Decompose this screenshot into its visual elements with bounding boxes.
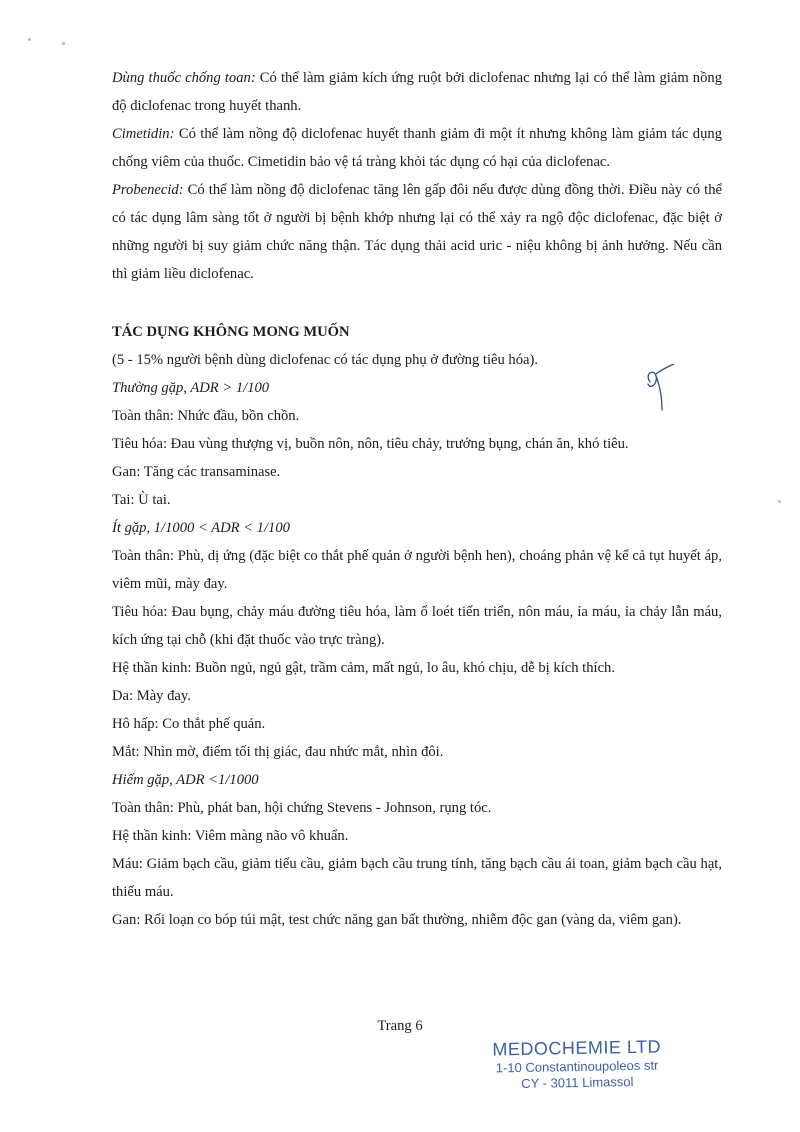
handwritten-initials-icon bbox=[640, 364, 680, 414]
list-item: Gan: Tăng các transaminase. bbox=[112, 464, 281, 480]
list-item: Toàn thân: Phù, phát ban, hội chứng Stevens - Johnson, rụng tóc. bbox=[112, 800, 492, 816]
interaction-text: Có thể làm nồng độ diclofenac tăng lên gấp đôi nếu được dùng đồng thời. Điều này có thể có tác dụng lâm sàng tốt ở người bị bệnh khớp nhưng lại có thể xảy ra ngộ độc diclofenac, đặc biệt ở những người bị suy giảm chức năng thận. Tác dụng thải acid uric - niệu không bị ảnh hưởng. Nếu cần thì giảm liều diclofenac. bbox=[112, 182, 722, 282]
common-heading: Thường gặp, ADR > 1/100 bbox=[112, 380, 270, 396]
rare-heading: Hiếm gặp, ADR <1/1000 bbox=[112, 772, 259, 788]
interaction-probenecid bbox=[112, 176, 722, 288]
list-item: Gan: Rối loạn co bóp túi mật, test chức năng gan bất thường, nhiễm độc gan (vàng da, viêm gan). bbox=[112, 912, 682, 928]
interaction-text: Có thể làm nồng độ diclofenac huyết thanh giảm đi một ít nhưng không làm giảm tác dụng chống viêm của thuốc. Cimetidin bảo vệ tá tràng khỏi tác dụng có hại của diclofenac. bbox=[112, 126, 722, 170]
list-item: Da: Mày đay. bbox=[112, 688, 191, 704]
list-item: Tiêu hóa: Đau vùng thượng vị, buồn nôn, nôn, tiêu chảy, trướng bụng, chán ăn, khó tiêu. bbox=[112, 436, 629, 452]
interaction-cimetidin bbox=[112, 120, 722, 176]
page-content bbox=[112, 64, 722, 934]
interaction-text: Có thể làm giảm kích ứng ruột bởi diclofenac nhưng lại có thể làm giảm nồng độ diclofenac trong huyết thanh. bbox=[112, 70, 722, 114]
page-number: Trang 6 bbox=[377, 1018, 423, 1034]
list-item: Mắt: Nhìn mờ, điểm tối thị giác, đau nhức mắt, nhìn đôi. bbox=[112, 744, 444, 760]
interaction-label: Cimetidin: bbox=[112, 126, 175, 142]
list-item: Hệ thần kinh: Buồn ngủ, ngủ gật, trầm cảm, mất ngủ, lo âu, khó chịu, dễ bị kích thích. bbox=[112, 660, 615, 676]
interaction-label: Dùng thuốc chống toan: bbox=[112, 70, 256, 86]
section-intro: (5 - 15% người bệnh dùng diclofenac có tác dụng phụ ở đường tiêu hóa). bbox=[112, 352, 539, 368]
stamp-address-line-1: 1-10 Constantinoupoleos str bbox=[495, 1057, 659, 1076]
scan-speck bbox=[28, 38, 31, 41]
stamp-address-line-2: CY - 3011 Limassol bbox=[521, 1074, 634, 1091]
company-stamp bbox=[492, 1036, 663, 1093]
list-item: Toàn thân: Nhức đầu, bồn chồn. bbox=[112, 408, 300, 424]
interaction-label: Probenecid: bbox=[112, 182, 184, 198]
list-item: Toàn thân: Phù, dị ứng (đặc biệt co thắt phế quản ở người bệnh hen), choáng phản vệ kể cả tụt huyết áp, viêm mũi, mày đay. bbox=[112, 548, 722, 592]
uncommon-heading: Ít gặp, 1/1000 < ADR < 1/100 bbox=[112, 520, 290, 536]
interaction-antacid bbox=[112, 64, 722, 120]
scan-speck bbox=[778, 500, 781, 503]
list-item: Hệ thần kinh: Viêm màng não vô khuẩn. bbox=[112, 828, 349, 844]
list-item: Tai: Ù tai. bbox=[112, 492, 171, 508]
scan-speck bbox=[62, 42, 65, 45]
list-item: Hô hấp: Co thắt phế quản. bbox=[112, 716, 266, 732]
stamp-company: MEDOCHEMIE LTD bbox=[492, 1036, 662, 1060]
list-item: Tiêu hóa: Đau bụng, chảy máu đường tiêu hóa, làm ổ loét tiến triển, nôn máu, ỉa máu, ỉa chảy lẫn máu, kích ứng tại chỗ (khi đặt thuốc vào trực tràng). bbox=[112, 604, 722, 648]
section-title: TÁC DỤNG KHÔNG MONG MUỐN bbox=[112, 324, 350, 340]
list-item: Máu: Giảm bạch cầu, giảm tiểu cầu, giảm bạch cầu trung tính, tăng bạch cầu ái toan, giảm bạch cầu hạt, thiếu máu. bbox=[112, 856, 722, 900]
